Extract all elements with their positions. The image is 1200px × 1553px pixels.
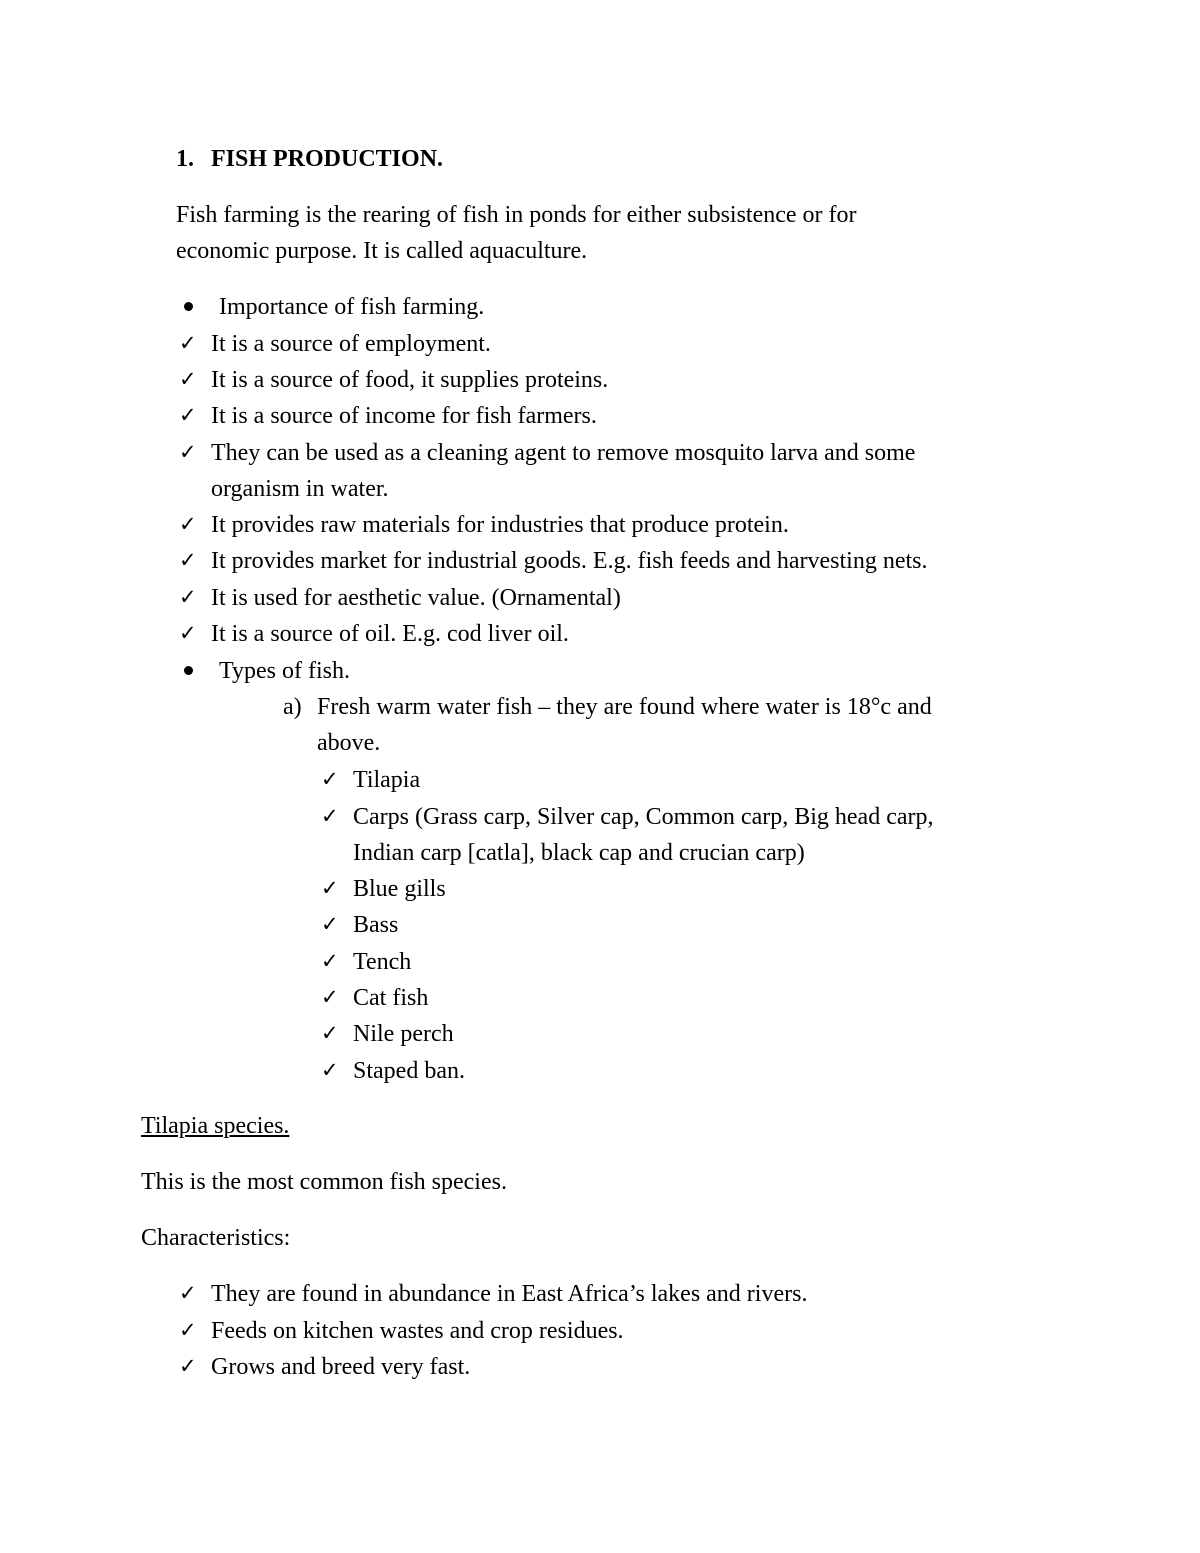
- list-item-continuation: organism in water.: [211, 476, 389, 502]
- list-item: It is a source of oil. E.g. cod liver oil.: [211, 621, 569, 647]
- list-item: Grows and breed very fast.: [211, 1354, 471, 1380]
- checkmark-icon: ✓: [179, 331, 197, 355]
- sub-item-line-2: above.: [317, 730, 381, 756]
- list-item: Tench: [353, 949, 412, 975]
- page-title: FISH PRODUCTION.: [211, 146, 444, 172]
- bullet-icon: [184, 666, 193, 675]
- importance-heading: Importance of fish farming.: [219, 294, 485, 320]
- section-heading-tilapia: Tilapia species.: [141, 1113, 290, 1139]
- list-item: It is a source of employment.: [211, 331, 491, 357]
- checkmark-icon: ✓: [179, 367, 197, 391]
- checkmark-icon: ✓: [321, 876, 339, 900]
- list-item: They are found in abundance in East Africa’s lakes and rivers.: [211, 1281, 808, 1307]
- checkmark-icon: ✓: [321, 1021, 339, 1045]
- checkmark-icon: ✓: [321, 804, 339, 828]
- characteristics-label: Characteristics:: [141, 1225, 291, 1251]
- checkmark-icon: ✓: [179, 512, 197, 536]
- checkmark-icon: ✓: [179, 1354, 197, 1378]
- checkmark-icon: ✓: [179, 440, 197, 464]
- list-item: It provides raw materials for industries that produce protein.: [211, 512, 789, 538]
- intro-line-2: economic purpose. It is called aquaculture.: [176, 238, 588, 264]
- list-item-continuation: Indian carp [catla], black cap and crucian carp): [353, 840, 805, 866]
- list-item: It provides market for industrial goods. E.g. fish feeds and harvesting nets.: [211, 548, 928, 574]
- checkmark-icon: ✓: [321, 949, 339, 973]
- checkmark-icon: ✓: [179, 403, 197, 427]
- intro-line-1: Fish farming is the rearing of fish in ponds for either subsistence or for: [176, 202, 857, 228]
- list-item: Cat fish: [353, 985, 429, 1011]
- list-item: Tilapia: [353, 767, 421, 793]
- sub-item-marker: a): [283, 694, 302, 720]
- tilapia-description: This is the most common fish species.: [141, 1169, 507, 1195]
- list-item: Blue gills: [353, 876, 446, 902]
- checkmark-icon: ✓: [179, 621, 197, 645]
- list-item: It is a source of income for fish farmers.: [211, 403, 597, 429]
- types-heading: Types of fish.: [219, 658, 350, 684]
- checkmark-icon: ✓: [179, 548, 197, 572]
- checkmark-icon: ✓: [179, 1318, 197, 1342]
- list-item: Feeds on kitchen wastes and crop residues.: [211, 1318, 624, 1344]
- checkmark-icon: ✓: [179, 585, 197, 609]
- checkmark-icon: ✓: [321, 912, 339, 936]
- list-item: They can be used as a cleaning agent to remove mosquito larva and some: [211, 440, 916, 466]
- checkmark-icon: ✓: [321, 985, 339, 1009]
- list-item: Staped ban.: [353, 1058, 465, 1084]
- checkmark-icon: ✓: [321, 1058, 339, 1082]
- heading-number: 1.: [176, 146, 194, 172]
- checkmark-icon: ✓: [179, 1281, 197, 1305]
- sub-item-line-1: Fresh warm water fish – they are found where water is 18°c and: [317, 694, 932, 720]
- bullet-icon: [184, 302, 193, 311]
- list-item: Nile perch: [353, 1021, 454, 1047]
- list-item: Bass: [353, 912, 399, 938]
- list-item: Carps (Grass carp, Silver cap, Common carp, Big head carp,: [353, 804, 934, 830]
- list-item: It is a source of food, it supplies proteins.: [211, 367, 609, 393]
- list-item: It is used for aesthetic value. (Ornamental): [211, 585, 621, 611]
- checkmark-icon: ✓: [321, 767, 339, 791]
